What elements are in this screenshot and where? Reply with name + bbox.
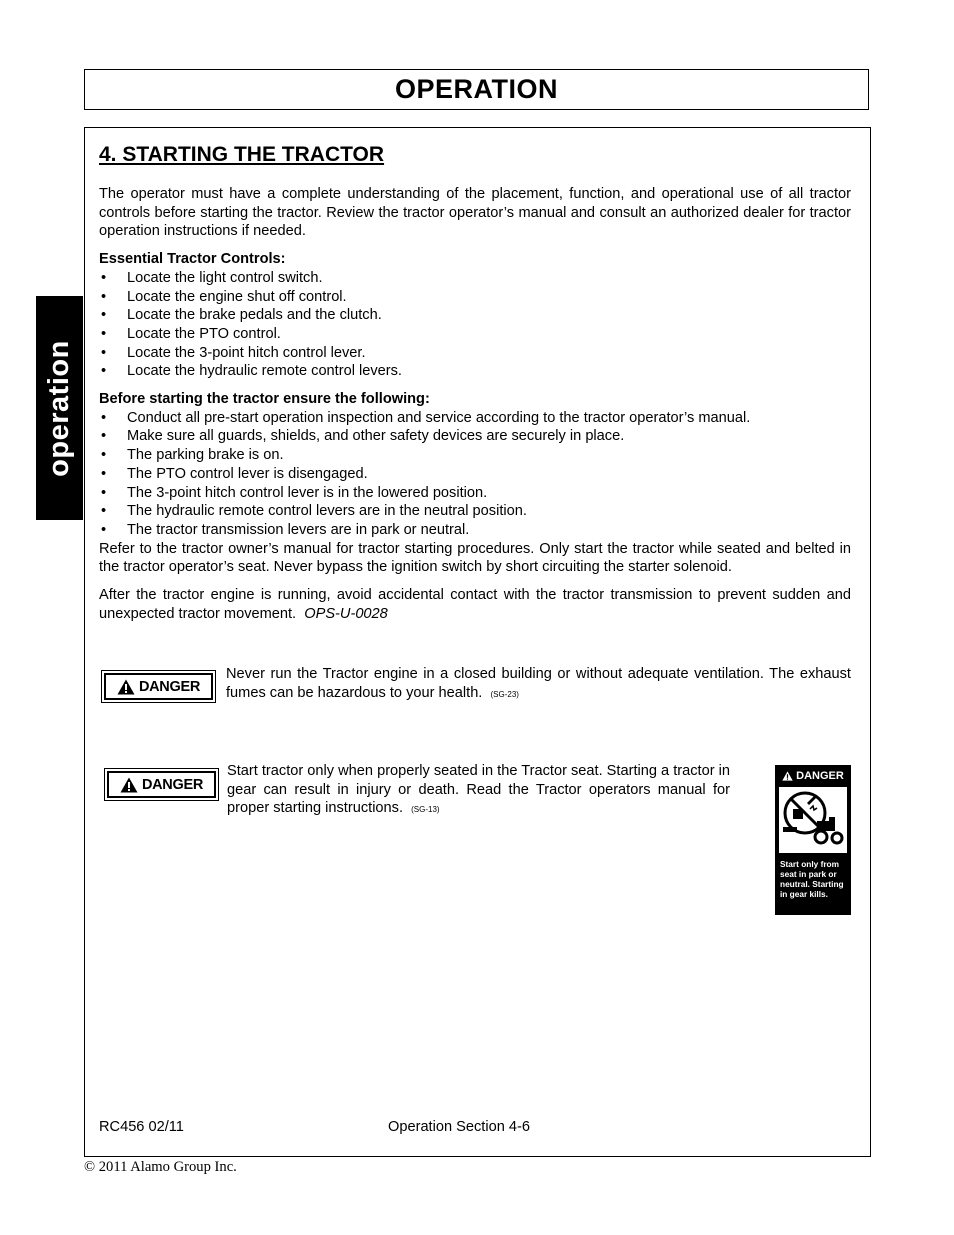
decal-text: Start only from seat in park or neutral. Starting in gear kills. — [780, 859, 844, 899]
list-item: • Locate the hydraulic remote control levers. — [99, 362, 851, 381]
main-text — [99, 185, 851, 623]
list-item: • Locate the PTO control. — [99, 325, 851, 344]
list-item: • Conduct all pre-start operation inspection and service according to the tractor operator’s manual. — [99, 409, 851, 428]
danger-notice-text — [227, 762, 730, 820]
before-starting-list — [99, 409, 851, 540]
reference-code: OPS-U-0028 — [304, 605, 388, 622]
intro-paragraph: The operator must have a complete understanding of the placement, function, and operational use of all tractor controls before starting the tractor. Review the tractor operator’s manual and consult an authorized dealer for tractor operation instructions if needed. — [99, 186, 851, 240]
danger-notice-text — [226, 665, 851, 704]
list-item: • The 3-point hitch control lever is in the lowered position. — [99, 484, 851, 503]
before-starting-heading: Before starting the tractor ensure the following: — [99, 391, 430, 408]
footer-section-page: Operation Section 4-6 — [388, 1119, 530, 1135]
tractor-start-pictogram — [779, 787, 847, 853]
decal-header-label: DANGER — [796, 770, 844, 782]
safety-decal — [775, 765, 851, 915]
copyright-notice: © 2011 Alamo Group Inc. — [84, 1159, 237, 1175]
page-header-title: OPERATION — [394, 74, 558, 104]
decal-header — [775, 767, 851, 785]
essential-controls-heading: Essential Tractor Controls: — [99, 251, 286, 268]
warning-triangle-icon — [120, 777, 138, 793]
essential-controls-list — [99, 269, 851, 381]
danger-notice-code: (SG-13) — [411, 805, 440, 815]
list-item: • The parking brake is on. — [99, 446, 851, 465]
danger-notice-body: Start tractor only when properly seated in the Tractor seat. Starting a tractor in gear can result in injury or death. Read the Tractor operators manual for proper starting instructions. — [227, 763, 730, 817]
warning-triangle-icon — [117, 679, 135, 695]
after-paragraph-text: After the tractor engine is running, avoid accidental contact with the tractor transmission to prevent sudden and unexpected tractor movement. — [99, 587, 851, 622]
danger-notice-body: Never run the Tractor engine in a closed building or without adequate ventilation. The exhaust fumes can be hazardous to your health. — [226, 666, 851, 701]
refer-paragraph: Refer to the tractor owner’s manual for tractor starting procedures. Only start the tractor while seated and belted in the tractor operator’s seat. Never bypass the ignition switch by short circuiting the starter solenoid. — [99, 540, 851, 576]
danger-badge — [104, 768, 219, 801]
section-title: 4. STARTING THE TRACTOR — [99, 143, 385, 166]
list-item: • Make sure all guards, shields, and other safety devices are securely in place. — [99, 427, 851, 446]
page-header — [84, 69, 869, 110]
footer-model-date: RC456 02/11 — [99, 1119, 184, 1135]
after-paragraph — [99, 586, 851, 623]
list-item: • Locate the engine shut off control. — [99, 288, 851, 307]
side-tab-label: operation — [43, 339, 75, 477]
list-item: • The tractor transmission levers are in park or neutral. — [99, 521, 851, 540]
danger-badge-label: DANGER — [138, 678, 201, 695]
list-item: • Locate the 3-point hitch control lever. — [99, 344, 851, 363]
list-item: • Locate the light control switch. — [99, 269, 851, 288]
warning-triangle-icon — [782, 771, 793, 781]
list-item: • The hydraulic remote control levers are in the neutral position. — [99, 502, 851, 521]
list-item: • The PTO control lever is disengaged. — [99, 465, 851, 484]
list-item: • Locate the brake pedals and the clutch. — [99, 306, 851, 325]
side-tab — [36, 296, 83, 520]
danger-badge-label: DANGER — [141, 776, 204, 793]
danger-notice-code: (SG-23) — [490, 689, 519, 699]
danger-badge — [101, 670, 216, 703]
